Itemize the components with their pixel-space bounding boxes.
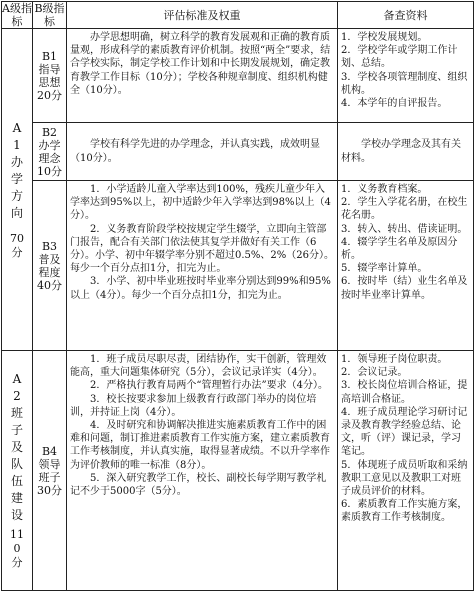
header-a-level: A级指标 [2,2,32,28]
standard-paragraph: 3．小学、初中毕业班按时毕业率分别达到99%和95%以上（4分）。每少一个百分点扣1分，扣完为止。 [70,276,331,301]
table-row [2,123,474,181]
reference-item: 1．领导班子岗位职责。 [341,354,448,365]
header-reference: 备查资料 [338,2,474,29]
b-indicator-score: 10分 [37,164,62,178]
b-indicator-cell [33,351,67,591]
b-indicator-label: B2办学理念 [38,125,61,165]
standard-paragraph: 1．小学适龄儿童入学率达到100%，残疾儿童少年入学率达到95%以上，初中适龄少年入学率达到98%以上（4分）。 [70,184,331,222]
b-indicator-cell [33,123,67,181]
reference-item: 2．学生入学花名册，在校生花名册。 [341,197,468,222]
b-indicator-score: 40分 [37,278,62,292]
a-indicator-score: 110分 [10,528,24,569]
table-row [2,29,474,123]
b-indicator-score: 30分 [37,483,62,497]
standard-paragraph: 3．校长按要求参加上级教育行政部门举办的岗位培训，并持证上岗（4分）。 [70,393,317,418]
standard-cell [67,29,338,123]
reference-item: 4．本学年的自评报告。 [341,98,448,110]
reference-item: 3．学校各项管理制度、组织机构。 [341,71,468,96]
reference-item: 学校办学理念及其有关材料。 [341,139,461,164]
b-indicator-cell [33,181,67,351]
reference-item: 2．会议记录。 [341,367,408,379]
standard-cell [67,181,338,351]
a-indicator-cell [2,351,33,591]
reference-item: 2．学校学年或学期工作计划、总结。 [341,45,458,70]
standard-paragraph: 4．及时研究和协调解决推进实施素质教育工作中的困难和问题，制订推进素质教育工作实施方案，建立素质教育工作考核制度，并认真实施，取得显著成绩。不以升学率作为评价教师的唯一标准（8分）。 [70,420,330,471]
reference-cell [338,181,474,351]
reference-item: 4．班子成员理论学习研讨记录及教育教学经验总结、论文，听（评）课记录，学习笔记。 [341,406,468,458]
reference-cell [338,29,474,123]
standard-paragraph: 学校有科学先进的办学理念，并认真实践，成效明显（10分）。 [70,139,320,164]
a-indicator-cell [2,29,33,351]
table-row [2,181,474,351]
evaluation-table [1,1,474,591]
reference-item: 1．学校发展规划。 [341,32,428,43]
b-indicator-cell [33,29,67,123]
reference-item: 1．义务教育档案。 [341,184,428,195]
reference-item: 3．校长岗位培训合格证，提高培训合格证。 [341,380,468,405]
a-indicator-name: A1办学方向 [11,120,24,220]
standard-paragraph: 5．深入研究教学工作，校长、副校长每学期写教学札记不少于5000字（5分）。 [70,472,327,498]
b-indicator-label: B3普及程度 [38,239,61,279]
standard-cell [67,123,338,181]
reference-item: 3．转入、转出、借读证明。 [341,223,468,235]
header-standard: 评估标准及权重 [67,2,338,29]
table-header-row [2,2,474,29]
reference-item: 5．辍学率计算单。 [341,263,428,275]
standard-paragraph: 办学思想明确，树立科学的教育发展观和正确的教育质量观，形成科学的素质教育评价机制。按照“两全”要求，结合学校实际，制定学校工作计划和中长期发展规划，确定教育教学工作目标（10分）；学校各种规章制度、组织机构健全（10分）。 [70,32,331,96]
header-b-level: B级指标 [34,2,65,28]
standard-paragraph: 1．班子成员尽职尽责，团结协作，实干创新，管理效能高，重大问题集体研究（5分），会议记录详实（4分）。 [70,354,327,379]
b-indicator-score: 20分 [37,88,62,102]
reference-item: 4．辍学学生名单及原因分析。 [341,236,458,262]
b-indicator-label: B4领导班子 [38,444,61,484]
standard-paragraph: 2．义务教育阶段学校按规定学生辍学，立即向主管部门报告，配合有关部门依法使其复学并做好有关工作（6分）。小学、初中年辍学率分别不超过0.5%、2%（26分）。每少一个百分点扣1分，扣完为止。 [70,223,334,275]
reference-item: 5．体现班子成员听取和采纳教职工意见以及教职工对班子成员评价的材料。 [341,459,468,498]
table-row [2,351,474,591]
a-indicator-name: A2班子及队伍建设 [11,372,24,522]
a-indicator-score: 70分 [10,231,24,259]
reference-item: 6．素质教育工作实施方案，素质教育工作考核制度。 [341,499,468,524]
b-indicator-label: B1指导思想 [38,49,61,89]
reference-item: 6．按时毕（结）业生名单及按时毕业率计算单。 [341,276,468,301]
reference-cell [338,123,474,181]
standard-cell [67,351,338,591]
standard-paragraph: 2．严格执行教育局两个“管理暂行办法”要求（4分）。 [90,380,328,392]
reference-cell [338,351,474,591]
